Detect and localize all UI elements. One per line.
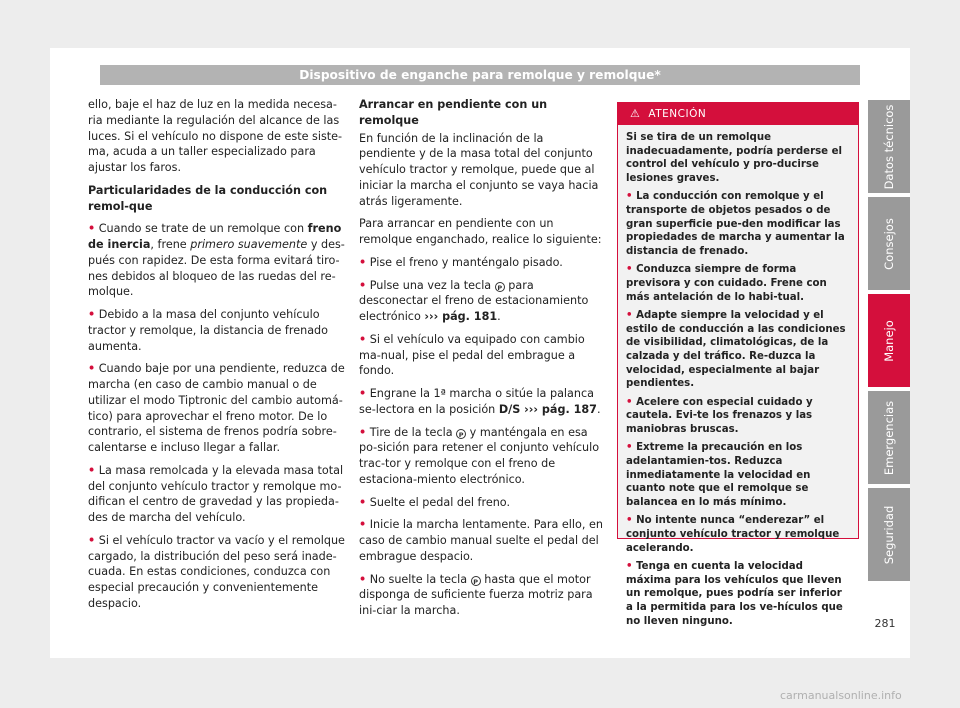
bullet-icon: • bbox=[626, 191, 633, 203]
list-item: • Pulse una vez la tecla P para desconectar el freno de estacionamiento electrónico ››› pág. 181. bbox=[359, 278, 589, 323]
section-heading: Particularidades de la conducción con remol-que bbox=[88, 183, 328, 213]
bullet-icon: • bbox=[359, 387, 367, 400]
bullet-icon: • bbox=[88, 463, 96, 477]
page-reference-link[interactable]: ››› pág. 187 bbox=[520, 402, 597, 416]
watermark: carmanualsonline.info bbox=[780, 689, 902, 702]
list-item: • Pise el freno y manténgalo pisado. bbox=[359, 255, 563, 269]
page-reference-link[interactable]: ››› pág. 181 bbox=[424, 310, 498, 323]
bullet-icon: • bbox=[359, 518, 367, 532]
paragraph: ello, baje el haz de luz en la medida necesa-ria mediante la regulación del alcance de las luces. Si el vehículo no dispone de este siste-ma, acuda a un taller especializado para ajustar los faros. bbox=[88, 98, 343, 174]
tab-emergencias[interactable]: Emergencias bbox=[868, 391, 910, 484]
bullet-icon: • bbox=[626, 264, 633, 276]
list-item: • Engrane la 1ª marcha o sitúe la palanca se-lectora en la posición D/S ››› pág. 187. bbox=[359, 387, 601, 416]
list-item: • Cuando baje por una pendiente, reduzca de marcha (en caso de cambio manual o de utilizar el modo Tiptronic del cambio automá-tico) para aprovechar el freno motor. De lo contrario, el sistema de frenos podría sobre-calentarse e incluso llegar a fallar. bbox=[88, 362, 345, 454]
bullet-icon: • bbox=[359, 255, 367, 269]
section-heading: Arrancar en pendiente con un remolque bbox=[359, 98, 548, 127]
bullet-icon: • bbox=[88, 533, 96, 547]
bullet-icon: • bbox=[88, 308, 96, 321]
parking-brake-icon: P bbox=[456, 429, 466, 439]
page-number: 281 bbox=[874, 617, 896, 630]
parking-brake-icon: P bbox=[495, 282, 505, 292]
list-item: • La masa remolcada y la elevada masa total del conjunto vehículo tractor y remolque mo-difican el centro de gravedad y las propieda-des de marcha del vehículo. bbox=[88, 463, 344, 524]
warning-item: • No intente nunca “enderezar” el conjunto vehículo tractor y remolque acelerando. bbox=[626, 515, 840, 554]
warning-item: • Conduzca siempre de forma previsora y con cuidado. Frene con más antelación de lo habi-tual. bbox=[626, 264, 827, 303]
warning-triangle-icon: ⚠ bbox=[630, 107, 641, 120]
page-header: Dispositivo de enganche para remolque y remolque* bbox=[100, 65, 860, 85]
warning-item: • La conducción con remolque y el transporte de objetos pesados o de gran superficie pue-den modificar las propiedades de marcha y aumentar la distancia de frenado. bbox=[626, 191, 845, 257]
list-item: • No suelte la tecla P hasta que el motor disponga de suficiente fuerza motriz para ini-ciar la marcha. bbox=[359, 572, 593, 617]
list-item: • Inicie la marcha lentamente. Para ello, en caso de cambio manual suelte el pedal del embrague despacio. bbox=[359, 518, 603, 563]
list-item: • Suelte el pedal del freno. bbox=[359, 495, 510, 509]
bullet-icon: • bbox=[626, 396, 633, 408]
tab-datos-tecnicos[interactable]: Datos técnicos bbox=[868, 100, 910, 193]
paragraph: Para arrancar en pendiente con un remolque enganchado, realice lo siguiente: bbox=[359, 217, 602, 246]
warning-title: ATENCIÓN bbox=[648, 108, 707, 120]
column-middle bbox=[359, 97, 603, 626]
list-item: • Debido a la masa del conjunto vehículo tractor y remolque, la distancia de frenado aumenta. bbox=[88, 308, 329, 353]
bullet-icon: • bbox=[88, 222, 96, 236]
list-item: • Cuando se trate de un remolque con freno de inercia, frene primero suavemente y des-pués con rapidez. De esta forma evitará tiro-nes debidos al bloqueo de las ruedas del re-molque. bbox=[88, 222, 345, 299]
warning-item: • Acelere con especial cuidado y cautela. Evi-te los frenazos y las maniobras bruscas. bbox=[626, 396, 813, 435]
tab-seguridad[interactable]: Seguridad bbox=[868, 488, 910, 581]
bullet-icon: • bbox=[359, 278, 367, 292]
tab-consejos[interactable]: Consejos bbox=[868, 197, 910, 290]
warning-header bbox=[618, 103, 858, 125]
warning-item: • Adapte siempre la velocidad y el estilo de conducción a las condiciones de visibilidad, climatológicas, de la calzada y del tráfico. Re-duzca la velocidad, especialmente al bajar pendientes. bbox=[626, 310, 846, 390]
list-item: • Si el vehículo tractor va vacío y el remolque cargado, la distribución del peso será inade-cuada. En estas condiciones, conduzca con especial precaución y convenientemente despacio. bbox=[88, 533, 345, 610]
tab-manejo[interactable]: Manejo bbox=[868, 294, 910, 387]
paragraph: En función de la inclinación de la pendiente y de la masa total del conjunto vehículo tractor y remolque, puede que al iniciar la marcha el conjunto se vaya hacia atrás ligeramente. bbox=[359, 131, 599, 208]
warning-item: • Tenga en cuenta la velocidad máxima para los vehículos que lleven un remolque, pues podría ser inferior a la permitida para los ve-hículos que no lleven ninguno. bbox=[626, 561, 843, 627]
warning-item: • Extreme la precaución en los adelantamien-tos. Reduzca inmediatamente la velocidad en cuanto note que el remolque se balancea en lo más mínimo. bbox=[626, 442, 811, 508]
bullet-icon: • bbox=[626, 561, 633, 573]
list-item: • Si el vehículo va equipado con cambio ma-nual, pise el pedal del embrague a fondo. bbox=[359, 332, 585, 378]
bullet-icon: • bbox=[88, 362, 96, 376]
bullet-icon: • bbox=[359, 495, 367, 509]
bullet-icon: • bbox=[359, 425, 367, 439]
warning-box bbox=[617, 102, 859, 627]
bullet-icon: • bbox=[359, 332, 367, 346]
parking-brake-icon: P bbox=[471, 576, 481, 586]
list-item: • Tire de la tecla P y manténgala en esa po-sición para retener el conjunto vehículo trac-tor y remolque con el freno de estaciona-miento electrónico. bbox=[359, 425, 600, 486]
bullet-icon: • bbox=[626, 442, 633, 454]
bullet-icon: • bbox=[626, 515, 633, 527]
bullet-icon: • bbox=[626, 310, 633, 322]
column-left bbox=[88, 97, 345, 619]
warning-intro: Si se tira de un remolque inadecuadamente, podría perderse el control del vehículo y pro-ducirse lesiones graves. bbox=[626, 132, 843, 184]
warning-body bbox=[618, 125, 858, 628]
bullet-icon: • bbox=[359, 572, 367, 586]
